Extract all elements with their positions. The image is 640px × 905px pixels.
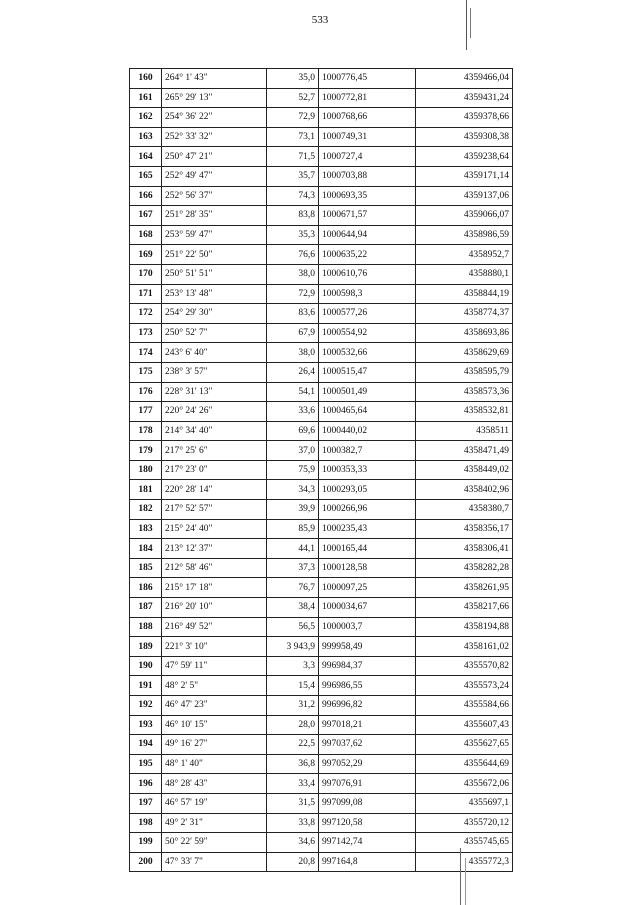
point-number-cell: 199 <box>130 833 162 853</box>
table-row <box>130 833 513 853</box>
y-coordinate-cell: 4358952,7 <box>416 245 513 265</box>
table-row <box>130 69 513 89</box>
bearing-cell: 212° 58' 46" <box>162 558 267 578</box>
distance-cell: 3 943,9 <box>267 637 319 657</box>
x-coordinate-cell: 1000772,81 <box>319 88 416 108</box>
bearing-cell: 220° 28' 14" <box>162 480 267 500</box>
y-coordinate-cell: 4359066,07 <box>416 206 513 226</box>
y-coordinate-cell: 4358532,81 <box>416 402 513 422</box>
x-coordinate-cell: 1000293,05 <box>319 480 416 500</box>
distance-cell: 69,6 <box>267 421 319 441</box>
distance-cell: 35,3 <box>267 225 319 245</box>
point-number-cell: 173 <box>130 323 162 343</box>
table-row <box>130 343 513 363</box>
x-coordinate-cell: 1000266,96 <box>319 500 416 520</box>
distance-cell: 54,1 <box>267 382 319 402</box>
distance-cell: 35,0 <box>267 69 319 89</box>
coordinates-table-body <box>130 69 513 872</box>
x-coordinate-cell: 1000554,92 <box>319 323 416 343</box>
y-coordinate-cell: 4358380,7 <box>416 500 513 520</box>
point-number-cell: 187 <box>130 598 162 618</box>
x-coordinate-cell: 1000465,64 <box>319 402 416 422</box>
distance-cell: 75,9 <box>267 460 319 480</box>
y-coordinate-cell: 4358986,59 <box>416 225 513 245</box>
point-number-cell: 176 <box>130 382 162 402</box>
table-row <box>130 441 513 461</box>
point-number-cell: 170 <box>130 264 162 284</box>
y-coordinate-cell: 4358306,41 <box>416 539 513 559</box>
point-number-cell: 183 <box>130 519 162 539</box>
point-number-cell: 162 <box>130 108 162 128</box>
point-number-cell: 190 <box>130 656 162 676</box>
point-number-cell: 164 <box>130 147 162 167</box>
bearing-cell: 46° 47' 23" <box>162 696 267 716</box>
point-number-cell: 189 <box>130 637 162 657</box>
table-row <box>130 382 513 402</box>
bearing-cell: 49° 16' 27" <box>162 735 267 755</box>
point-number-cell: 192 <box>130 696 162 716</box>
distance-cell: 3,3 <box>267 656 319 676</box>
bearing-cell: 48° 2' 5" <box>162 676 267 696</box>
y-coordinate-cell: 4355573,24 <box>416 676 513 696</box>
y-coordinate-cell: 4358573,36 <box>416 382 513 402</box>
table-row <box>130 264 513 284</box>
table-row <box>130 323 513 343</box>
bearing-cell: 254° 29' 30" <box>162 304 267 324</box>
bearing-cell: 250° 47' 21" <box>162 147 267 167</box>
bearing-cell: 254° 36' 22" <box>162 108 267 128</box>
bearing-cell: 215° 17' 18" <box>162 578 267 598</box>
y-coordinate-cell: 4358402,96 <box>416 480 513 500</box>
y-coordinate-cell: 4358511 <box>416 421 513 441</box>
distance-cell: 85,9 <box>267 519 319 539</box>
bearing-cell: 250° 51' 51" <box>162 264 267 284</box>
point-number-cell: 174 <box>130 343 162 363</box>
table-row <box>130 852 513 872</box>
x-coordinate-cell: 1000353,33 <box>319 460 416 480</box>
table-row <box>130 186 513 206</box>
table-row <box>130 774 513 794</box>
distance-cell: 34,3 <box>267 480 319 500</box>
bearing-cell: 221° 3' 10" <box>162 637 267 657</box>
x-coordinate-cell: 997052,29 <box>319 754 416 774</box>
distance-cell: 35,7 <box>267 166 319 186</box>
distance-cell: 44,1 <box>267 539 319 559</box>
bearing-cell: 216° 20' 10" <box>162 598 267 618</box>
coordinates-table <box>129 68 513 872</box>
y-coordinate-cell: 4358261,95 <box>416 578 513 598</box>
distance-cell: 34,6 <box>267 833 319 853</box>
distance-cell: 72,9 <box>267 284 319 304</box>
table-row <box>130 539 513 559</box>
point-number-cell: 172 <box>130 304 162 324</box>
point-number-cell: 197 <box>130 793 162 813</box>
distance-cell: 33,4 <box>267 774 319 794</box>
table-row <box>130 225 513 245</box>
y-coordinate-cell: 4358471,49 <box>416 441 513 461</box>
y-coordinate-cell: 4359308,38 <box>416 127 513 147</box>
bearing-cell: 213° 12' 37" <box>162 539 267 559</box>
y-coordinate-cell: 4359431,24 <box>416 88 513 108</box>
y-coordinate-cell: 4358880,1 <box>416 264 513 284</box>
distance-cell: 38,0 <box>267 343 319 363</box>
table-row <box>130 500 513 520</box>
y-coordinate-cell: 4355570,82 <box>416 656 513 676</box>
point-number-cell: 186 <box>130 578 162 598</box>
table-row <box>130 284 513 304</box>
x-coordinate-cell: 1000034,67 <box>319 598 416 618</box>
table-row <box>130 676 513 696</box>
point-number-cell: 198 <box>130 813 162 833</box>
bearing-cell: 220° 24' 26" <box>162 402 267 422</box>
table-row <box>130 402 513 422</box>
distance-cell: 72,9 <box>267 108 319 128</box>
distance-cell: 73,1 <box>267 127 319 147</box>
x-coordinate-cell: 1000128,58 <box>319 558 416 578</box>
table-row <box>130 304 513 324</box>
x-coordinate-cell: 1000635,22 <box>319 245 416 265</box>
bearing-cell: 217° 52' 57" <box>162 500 267 520</box>
distance-cell: 28,0 <box>267 715 319 735</box>
y-coordinate-cell: 4355697,1 <box>416 793 513 813</box>
x-coordinate-cell: 997037,62 <box>319 735 416 755</box>
point-number-cell: 188 <box>130 617 162 637</box>
bearing-cell: 228° 31' 13" <box>162 382 267 402</box>
margin-rule-bottom-secondary <box>465 858 466 905</box>
x-coordinate-cell: 1000598,3 <box>319 284 416 304</box>
point-number-cell: 165 <box>130 166 162 186</box>
table-row <box>130 617 513 637</box>
y-coordinate-cell: 4355772,3 <box>416 852 513 872</box>
y-coordinate-cell: 4355644,69 <box>416 754 513 774</box>
x-coordinate-cell: 1000577,26 <box>319 304 416 324</box>
bearing-cell: 214° 34' 40" <box>162 421 267 441</box>
bearing-cell: 238° 3' 57" <box>162 362 267 382</box>
distance-cell: 31,2 <box>267 696 319 716</box>
distance-cell: 52,7 <box>267 88 319 108</box>
x-coordinate-cell: 999958,49 <box>319 637 416 657</box>
table-row <box>130 578 513 598</box>
distance-cell: 83,6 <box>267 304 319 324</box>
distance-cell: 15,4 <box>267 676 319 696</box>
distance-cell: 74,3 <box>267 186 319 206</box>
distance-cell: 37,3 <box>267 558 319 578</box>
table-row <box>130 127 513 147</box>
point-number-cell: 196 <box>130 774 162 794</box>
distance-cell: 36,8 <box>267 754 319 774</box>
x-coordinate-cell: 997018,21 <box>319 715 416 735</box>
y-coordinate-cell: 4358282,28 <box>416 558 513 578</box>
y-coordinate-cell: 4359238,64 <box>416 147 513 167</box>
y-coordinate-cell: 4358161,02 <box>416 637 513 657</box>
y-coordinate-cell: 4359466,04 <box>416 69 513 89</box>
x-coordinate-cell: 1000532,66 <box>319 343 416 363</box>
y-coordinate-cell: 4355720,12 <box>416 813 513 833</box>
y-coordinate-cell: 4358629,69 <box>416 343 513 363</box>
bearing-cell: 46° 57' 19" <box>162 793 267 813</box>
point-number-cell: 200 <box>130 852 162 872</box>
distance-cell: 38,4 <box>267 598 319 618</box>
bearing-cell: 252° 49' 47" <box>162 166 267 186</box>
distance-cell: 38,0 <box>267 264 319 284</box>
bearing-cell: 253° 59' 47" <box>162 225 267 245</box>
y-coordinate-cell: 4355627,65 <box>416 735 513 755</box>
x-coordinate-cell: 1000644,94 <box>319 225 416 245</box>
distance-cell: 56,5 <box>267 617 319 637</box>
point-number-cell: 163 <box>130 127 162 147</box>
point-number-cell: 178 <box>130 421 162 441</box>
table-row <box>130 598 513 618</box>
table-row <box>130 715 513 735</box>
point-number-cell: 184 <box>130 539 162 559</box>
bearing-cell: 264° 1' 43" <box>162 69 267 89</box>
x-coordinate-cell: 996984,37 <box>319 656 416 676</box>
table-row <box>130 88 513 108</box>
point-number-cell: 195 <box>130 754 162 774</box>
point-number-cell: 182 <box>130 500 162 520</box>
point-number-cell: 191 <box>130 676 162 696</box>
table-row <box>130 460 513 480</box>
x-coordinate-cell: 1000703,88 <box>319 166 416 186</box>
table-row <box>130 813 513 833</box>
x-coordinate-cell: 996986,55 <box>319 676 416 696</box>
table-row <box>130 558 513 578</box>
distance-cell: 22,5 <box>267 735 319 755</box>
bearing-cell: 215° 24' 40" <box>162 519 267 539</box>
x-coordinate-cell: 1000610,76 <box>319 264 416 284</box>
bearing-cell: 253° 13' 48" <box>162 284 267 304</box>
point-number-cell: 171 <box>130 284 162 304</box>
point-number-cell: 185 <box>130 558 162 578</box>
x-coordinate-cell: 1000382,7 <box>319 441 416 461</box>
point-number-cell: 194 <box>130 735 162 755</box>
x-coordinate-cell: 1000097,25 <box>319 578 416 598</box>
bearing-cell: 48° 28' 43" <box>162 774 267 794</box>
table-row <box>130 362 513 382</box>
bearing-cell: 47° 59' 11" <box>162 656 267 676</box>
x-coordinate-cell: 1000003,7 <box>319 617 416 637</box>
y-coordinate-cell: 4358774,37 <box>416 304 513 324</box>
x-coordinate-cell: 1000671,57 <box>319 206 416 226</box>
distance-cell: 76,7 <box>267 578 319 598</box>
distance-cell: 20,8 <box>267 852 319 872</box>
table-row <box>130 754 513 774</box>
bearing-cell: 217° 23' 0" <box>162 460 267 480</box>
y-coordinate-cell: 4355745,65 <box>416 833 513 853</box>
point-number-cell: 160 <box>130 69 162 89</box>
distance-cell: 67,9 <box>267 323 319 343</box>
table-row <box>130 166 513 186</box>
distance-cell: 39,9 <box>267 500 319 520</box>
y-coordinate-cell: 4358449,02 <box>416 460 513 480</box>
x-coordinate-cell: 1000515,47 <box>319 362 416 382</box>
x-coordinate-cell: 1000501,49 <box>319 382 416 402</box>
x-coordinate-cell: 1000749,31 <box>319 127 416 147</box>
bearing-cell: 217° 25' 6" <box>162 441 267 461</box>
bearing-cell: 252° 56' 37" <box>162 186 267 206</box>
page-number: 533 <box>311 14 329 26</box>
x-coordinate-cell: 1000727,4 <box>319 147 416 167</box>
table-row <box>130 519 513 539</box>
distance-cell: 33,6 <box>267 402 319 422</box>
y-coordinate-cell: 4358844,19 <box>416 284 513 304</box>
margin-rule-bottom <box>460 848 461 905</box>
distance-cell: 31,5 <box>267 793 319 813</box>
bearing-cell: 47° 33' 7" <box>162 852 267 872</box>
point-number-cell: 167 <box>130 206 162 226</box>
table-row <box>130 108 513 128</box>
x-coordinate-cell: 996996,82 <box>319 696 416 716</box>
y-coordinate-cell: 4358194,88 <box>416 617 513 637</box>
point-number-cell: 175 <box>130 362 162 382</box>
distance-cell: 33,8 <box>267 813 319 833</box>
table-row <box>130 245 513 265</box>
y-coordinate-cell: 4358595,79 <box>416 362 513 382</box>
point-number-cell: 193 <box>130 715 162 735</box>
table-row <box>130 696 513 716</box>
table-row <box>130 656 513 676</box>
bearing-cell: 251° 28' 35" <box>162 206 267 226</box>
bearing-cell: 50° 22' 59" <box>162 833 267 853</box>
x-coordinate-cell: 1000440,02 <box>319 421 416 441</box>
table-row <box>130 147 513 167</box>
x-coordinate-cell: 1000693,35 <box>319 186 416 206</box>
y-coordinate-cell: 4355672,06 <box>416 774 513 794</box>
x-coordinate-cell: 997120,58 <box>319 813 416 833</box>
table-row <box>130 735 513 755</box>
table-row <box>130 793 513 813</box>
y-coordinate-cell: 4358356,17 <box>416 519 513 539</box>
distance-cell: 71,5 <box>267 147 319 167</box>
y-coordinate-cell: 4358693,86 <box>416 323 513 343</box>
x-coordinate-cell: 1000776,45 <box>319 69 416 89</box>
table-row <box>130 206 513 226</box>
y-coordinate-cell: 4359137,06 <box>416 186 513 206</box>
y-coordinate-cell: 4358217,66 <box>416 598 513 618</box>
y-coordinate-cell: 4355584,66 <box>416 696 513 716</box>
bearing-cell: 216° 49' 52" <box>162 617 267 637</box>
x-coordinate-cell: 997099,08 <box>319 793 416 813</box>
y-coordinate-cell: 4359378,66 <box>416 108 513 128</box>
y-coordinate-cell: 4355607,43 <box>416 715 513 735</box>
point-number-cell: 168 <box>130 225 162 245</box>
bearing-cell: 265° 29' 13" <box>162 88 267 108</box>
point-number-cell: 169 <box>130 245 162 265</box>
distance-cell: 26,4 <box>267 362 319 382</box>
distance-cell: 37,0 <box>267 441 319 461</box>
bearing-cell: 251° 22' 50" <box>162 245 267 265</box>
table-row <box>130 421 513 441</box>
bearing-cell: 250° 52' 7" <box>162 323 267 343</box>
bearing-cell: 48° 1' 40" <box>162 754 267 774</box>
y-coordinate-cell: 4359171,14 <box>416 166 513 186</box>
table-row <box>130 637 513 657</box>
bearing-cell: 243° 6' 40" <box>162 343 267 363</box>
distance-cell: 83,8 <box>267 206 319 226</box>
bearing-cell: 46° 10' 15" <box>162 715 267 735</box>
point-number-cell: 180 <box>130 460 162 480</box>
x-coordinate-cell: 1000768,66 <box>319 108 416 128</box>
point-number-cell: 166 <box>130 186 162 206</box>
distance-cell: 76,6 <box>267 245 319 265</box>
x-coordinate-cell: 997076,91 <box>319 774 416 794</box>
point-number-cell: 179 <box>130 441 162 461</box>
bearing-cell: 49° 2' 31" <box>162 813 267 833</box>
point-number-cell: 181 <box>130 480 162 500</box>
x-coordinate-cell: 1000235,43 <box>319 519 416 539</box>
bearing-cell: 252° 33' 32" <box>162 127 267 147</box>
x-coordinate-cell: 1000165,44 <box>319 539 416 559</box>
x-coordinate-cell: 997142,74 <box>319 833 416 853</box>
point-number-cell: 177 <box>130 402 162 422</box>
x-coordinate-cell: 997164,8 <box>319 852 416 872</box>
table-row <box>130 480 513 500</box>
point-number-cell: 161 <box>130 88 162 108</box>
